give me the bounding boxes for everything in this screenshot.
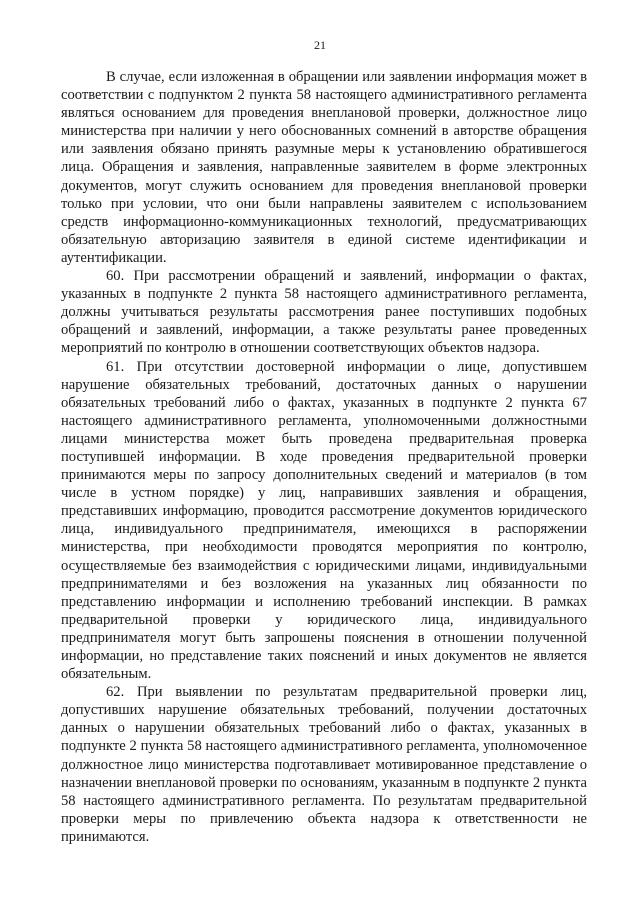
paragraph-60: 60. При рассмотрении обращений и заявлений, информации о фактах, указанных в подпункте 2 пункта 58 настоящего административного регламента, должны учитываться результаты рассмотрения ранее поступивших подобных обращений и заявлений, информации, а также результаты ранее проведенных мероприятий по контролю в отношении соответствующих объектов надзора. — [61, 268, 587, 357]
document-body — [61, 68, 587, 846]
paragraph-anonymous-appeals: В случае, если изложенная в обращении или заявлении информация может в соответствии с подпунктом 2 пункта 58 настоящего административного регламента являться основанием для проведения внеплановой проверки, должностное лицо министерства при наличии у него обоснованных сомнений в авторстве обращения или заявления обязано принять разумные меры к установлению обратившегося лица. Обращения и заявления, направленные заявителем в форме электронных документов, могут служить основанием для проведения внеплановой проверки только при условии, что они были направлены заявителем с использованием средств информационно-коммуникационных технологий, предусматривающих обязательную авторизацию заявителя в единой системе идентификации и аутентификации. — [61, 69, 587, 266]
paragraph-61: 61. При отсутствии достоверной информации о лице, допустившем нарушение обязательных требований, достаточных данных о нарушении обязательных требований либо о фактах, указанных в подпункте 2 пункта 67 настоящего административного регламента, уполномоченными должностными лицами министерства может быть проведена предварительная проверка поступившей информации. В ходе проведения предварительной проверки принимаются меры по запросу дополнительных сведений и материалов (в том числе в устном порядке) у лиц, направивших заявления и обращения, представивших информацию, проводится рассмотрение документов юридического лица, индивидуального предпринимателя, имеющихся в распоряжении министерства, при необходимости проводятся мероприятия по контролю, осуществляемые без взаимодействия с юридическими лицами, индивидуальными предпринимателями и без возложения на указанных лиц обязанности по представлению информации и исполнению требований инспекции. В рамках предварительной проверки у юридического лица, индивидуального предпринимателя могут быть запрошены пояснения в отношении полученной информации, но представление таких пояснений и иных документов не является обязательным. — [61, 358, 587, 683]
paragraph-62: 62. При выявлении по результатам предварительной проверки лиц, допустивших нарушение обязательных требований, получении достаточных данных о нарушении обязательных требований либо о фактах, указанных в подпункте 2 пункта 58 настоящего административного регламента, уполномоченное должностное лицо министерства подготавливает мотивированное представление о назначении внеплановой проверки по основаниям, указанным в подпункте 2 пункта 58 настоящего административного регламента. По результатам предварительной проверки меры по привлечению объекта надзора к ответственности не принимаются. — [61, 684, 587, 845]
page-number: 21 — [314, 38, 326, 52]
